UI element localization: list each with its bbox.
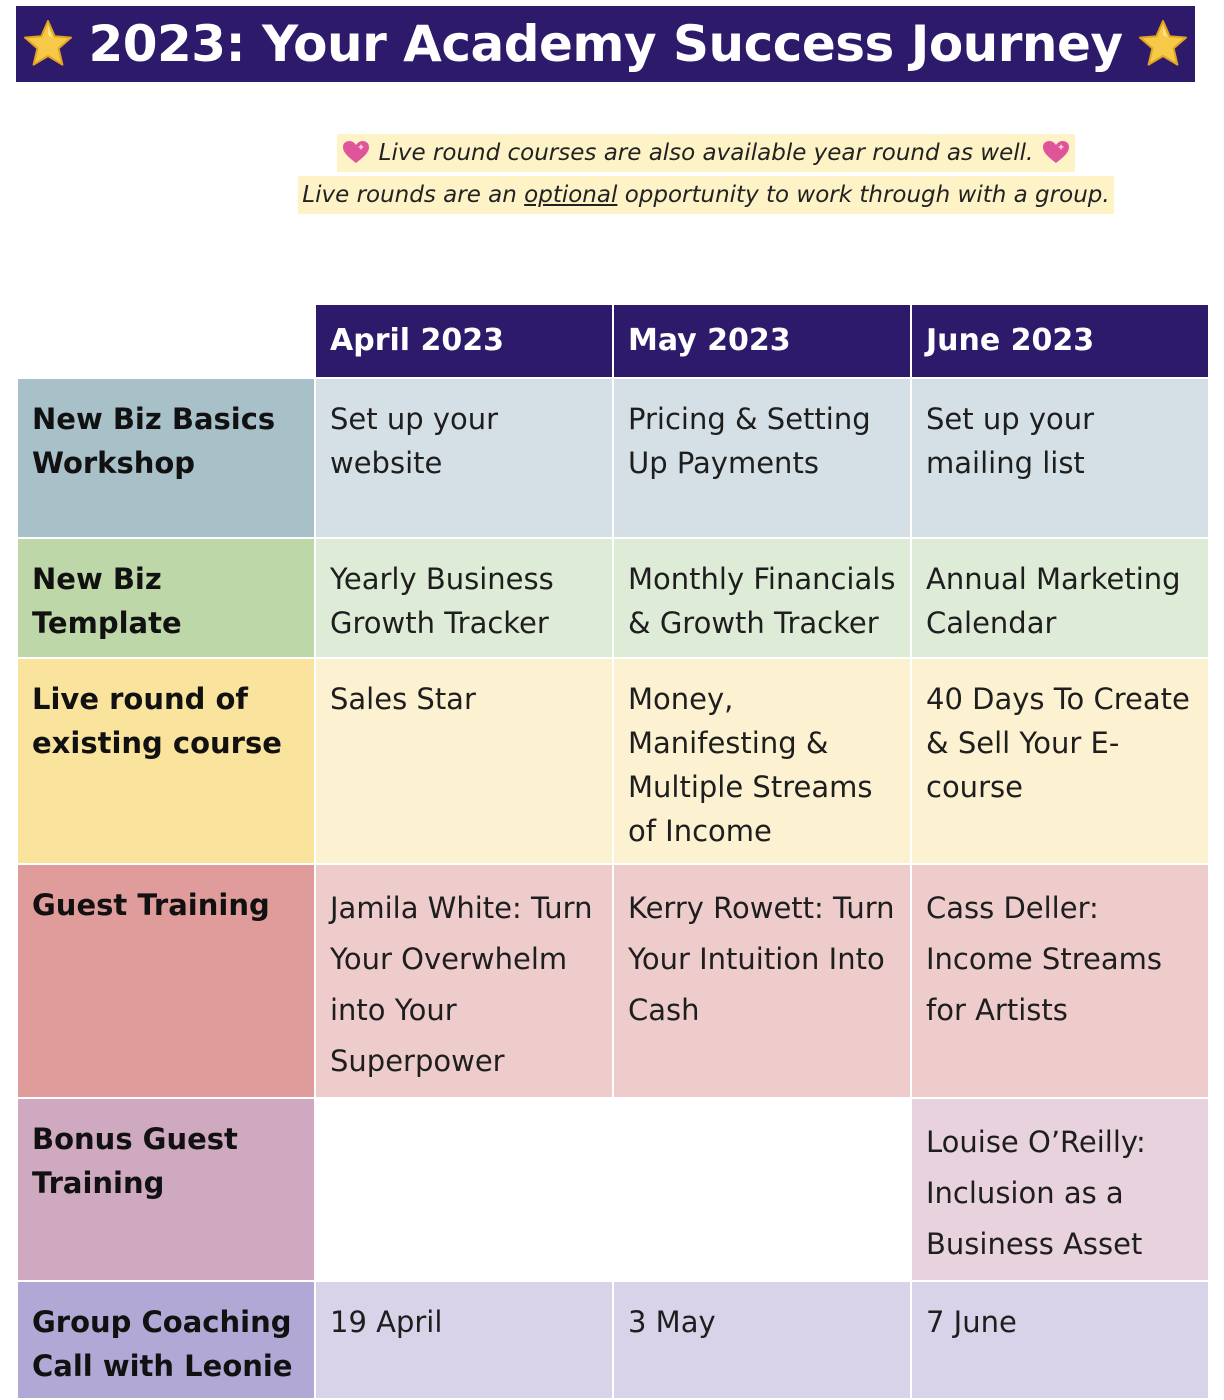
table-cell: Jamila White: Turn Your Overwhelm into Your Superpower [315,864,613,1098]
row-label: New Biz Template [17,538,315,658]
note-text-2-end: opportunity to work through with a group. [624,182,1110,208]
table-cell: Cass Deller: Income Streams for Artists [911,864,1209,1098]
header-row [17,304,1209,378]
row-label: Live round of existing course [17,658,315,864]
note-text-2-start: Live rounds are an [302,182,517,208]
table-cell: 3 May [613,1281,911,1399]
sparkling-heart-icon [341,139,371,165]
empty-cell [315,1098,911,1281]
note-line-2 [298,176,1113,214]
table-row [17,538,1209,658]
table-cell: 40 Days To Create & Sell Your E-course [911,658,1209,864]
table-cell: Money, Manifesting & Multiple Streams of Income [613,658,911,864]
row-label: New Biz Basics Workshop [17,378,315,538]
table-cell: Annual Marketing Calendar [911,538,1209,658]
table-cell: Kerry Rowett: Turn Your Intuition Into Cash [613,864,911,1098]
table-cell: 7 June [911,1281,1209,1399]
table-cell: Yearly Business Growth Tracker [315,538,613,658]
table-row [17,1098,1209,1281]
page-title-banner [16,6,1195,82]
star-icon [1137,18,1189,70]
table-cell: Monthly Financials & Growth Tracker [613,538,911,658]
row-label: Group Coaching Call with Leonie [17,1281,315,1399]
table-cell: Louise O’Reilly: Inclusion as a Business Asset [911,1098,1209,1281]
notes-block [0,134,1224,218]
table-cell: Sales Star [315,658,613,864]
table-row [17,1281,1209,1399]
column-header-june: June 2023 [911,304,1209,378]
table-cell: Set up your mailing list [911,378,1209,538]
row-label: Guest Training [17,864,315,1098]
column-header-may: May 2023 [613,304,911,378]
page-title: 2023: Your Academy Success Journey [88,15,1123,73]
column-header-april: April 2023 [315,304,613,378]
table-cell: Pricing & Setting Up Payments [613,378,911,538]
row-label: Bonus Guest Training [17,1098,315,1281]
note-text-1: Live round courses are also available year round as well. [378,140,1034,166]
table-row [17,658,1209,864]
header-blank-cell [17,304,315,378]
star-icon [22,18,74,70]
note-text-2-optional: optional [524,182,618,208]
table-cell: Set up your website [315,378,613,538]
schedule-table [16,303,1210,1400]
table-row [17,864,1209,1098]
table-row [17,378,1209,538]
note-line-1 [337,134,1074,172]
table-cell: 19 April [315,1281,613,1399]
sparkling-heart-icon [1041,139,1071,165]
